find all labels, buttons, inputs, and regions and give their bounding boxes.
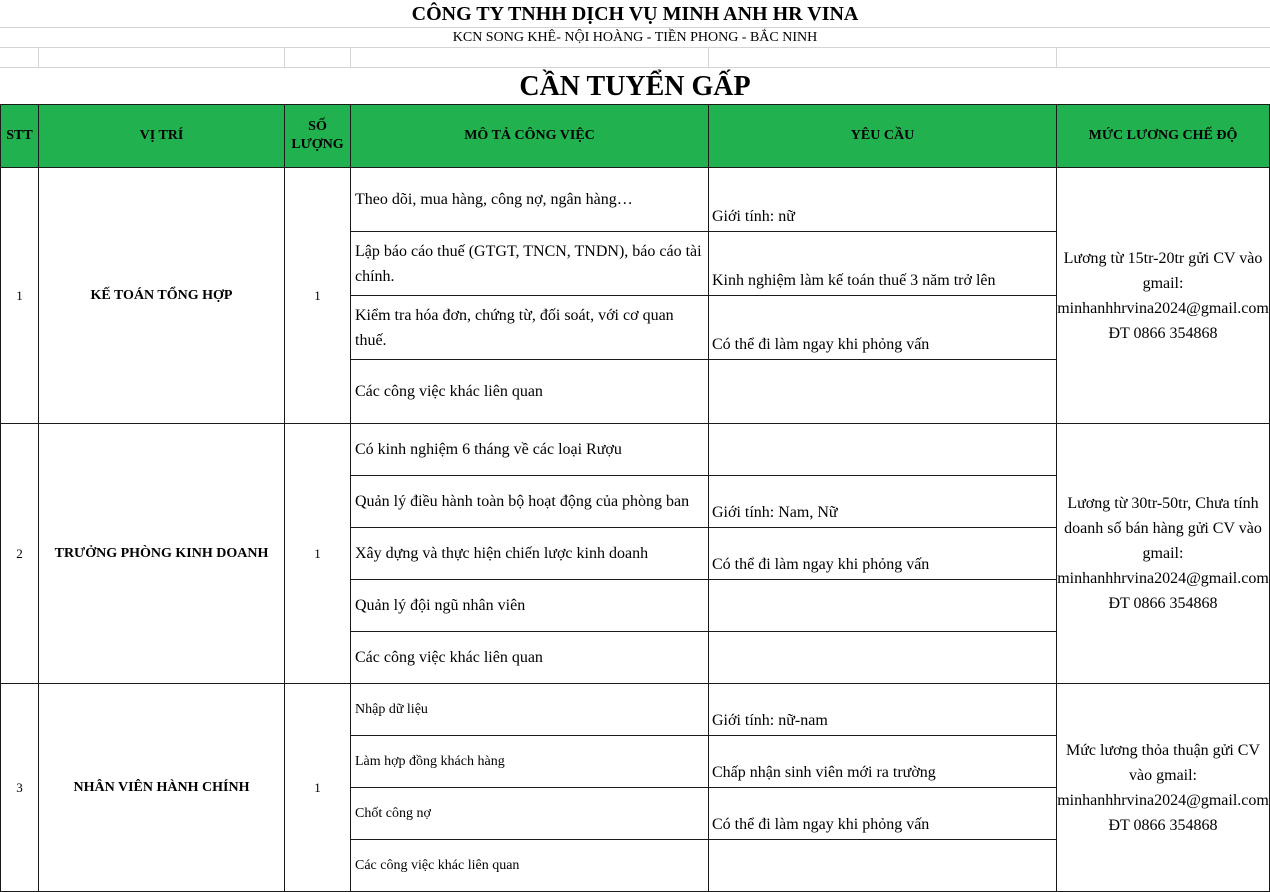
column-header-salary: MỨC LƯƠNG CHẾ ĐỘ: [1056, 104, 1270, 168]
job-quantity: 1: [284, 167, 351, 424]
grid-line: [1056, 48, 1057, 68]
job-requirement-item: Giới tính: Nam, Nữ: [712, 504, 838, 521]
grid-line: [350, 48, 351, 68]
job-description-item: Kiểm tra hóa đơn, chứng từ, đối soát, với cơ quan thuế.: [350, 295, 709, 360]
job-stt: 3: [0, 683, 39, 892]
job-requirement-item: Kinh nghiệm làm kế toán thuế 3 năm trở lên: [712, 272, 996, 289]
job-position: NHÂN VIÊN HÀNH CHÍNH: [38, 683, 285, 892]
job-description-item: Quản lý đội ngũ nhân viên: [350, 579, 709, 632]
job-position: TRƯỞNG PHÒNG KINH DOANH: [38, 423, 285, 684]
job-position: KẾ TOÁN TỔNG HỢP: [38, 167, 285, 424]
column-header-stt: STT: [0, 104, 39, 168]
job-description-item: Chốt công nợ: [350, 787, 709, 840]
job-stt: 2: [0, 423, 39, 684]
company-name: CÔNG TY TNHH DỊCH VỤ MINH ANH HR VINA: [411, 3, 859, 25]
grid-line: [284, 48, 285, 68]
job-description-item: Xây dựng và thực hiện chiến lược kinh doanh: [350, 527, 709, 580]
column-header-quantity: SỐ LƯỢNG: [284, 104, 351, 168]
job-description-item: Làm hợp đồng khách hàng: [350, 735, 709, 788]
grid-row: [0, 48, 1270, 68]
requirement-cell: [708, 359, 1057, 424]
job-quantity: 1: [284, 683, 351, 892]
job-requirement-item: Có thể đi làm ngay khi phỏng vấn: [712, 816, 930, 833]
requirement-cell: [708, 839, 1057, 892]
job-description-item: Các công việc khác liên quan: [350, 631, 709, 684]
job-stt: 1: [0, 167, 39, 424]
job-requirement-item: Có thể đi làm ngay khi phỏng vấn: [712, 556, 930, 573]
job-description-item: Quản lý điều hành toàn bộ hoạt động của phòng ban: [350, 475, 709, 528]
requirement-cell: [708, 579, 1057, 632]
grid-line: [708, 48, 709, 68]
job-description-item: Nhập dữ liệu: [350, 683, 709, 736]
job-requirement-item: Giới tính: nữ-nam: [712, 712, 828, 729]
requirement-cell: [708, 631, 1057, 684]
job-description-item: Theo dõi, mua hàng, công nợ, ngân hàng…: [350, 167, 709, 232]
job-requirement-item: Chấp nhận sinh viên mới ra trường: [712, 764, 936, 781]
column-header-requirements: YÊU CẦU: [708, 104, 1057, 168]
job-description-item: Lập báo cáo thuế (GTGT, TNCN, TNDN), báo cáo tài chính.: [350, 231, 709, 296]
job-salary: Lương từ 30tr-50tr, Chưa tính doanh số bán hàng gửi CV vào gmail: minhanhhrvina2024@gmail.com ĐT 0866 354868: [1056, 423, 1270, 684]
page-title: CẦN TUYỂN GẤP: [519, 71, 751, 102]
job-description-item: Các công việc khác liên quan: [350, 359, 709, 424]
job-requirement-item: Giới tính: nữ: [712, 208, 795, 225]
company-address: KCN SONG KHÊ- NỘI HOÀNG - TIỀN PHONG - BẮC NINH: [452, 30, 818, 45]
job-requirement-item: Có thể đi làm ngay khi phỏng vấn: [712, 336, 930, 353]
column-header-position: VỊ TRÍ: [38, 104, 285, 168]
grid-line: [38, 48, 39, 68]
requirement-cell: [708, 423, 1057, 476]
job-salary: Mức lương thỏa thuận gửi CV vào gmail: minhanhhrvina2024@gmail.com ĐT 0866 354868: [1056, 683, 1270, 892]
job-description-item: Các công việc khác liên quan: [350, 839, 709, 892]
column-header-description: MÔ TẢ CÔNG VIỆC: [350, 104, 709, 168]
job-description-item: Có kinh nghiệm 6 tháng về các loại Rượu: [350, 423, 709, 476]
job-salary: Lương từ 15tr-20tr gửi CV vào gmail: minhanhhrvina2024@gmail.com ĐT 0866 354868: [1056, 167, 1270, 424]
job-quantity: 1: [284, 423, 351, 684]
